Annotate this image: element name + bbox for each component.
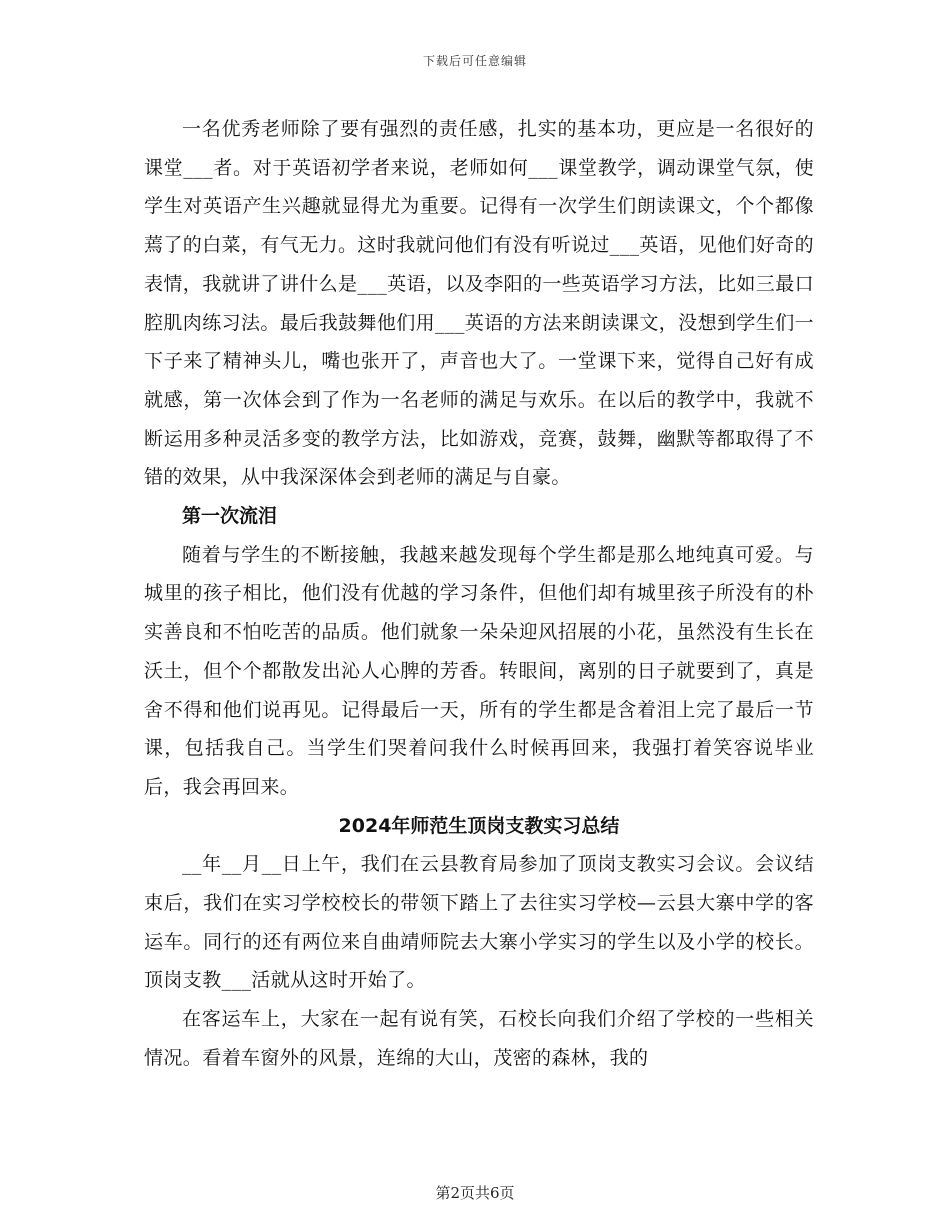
paragraph: 在客运车上，大家在一起有说有笑，石校长向我们介绍了学校的一些相关情况。看着车窗外的风景，连绵的大山，茂密的森林，我的 [144,1008,814,1069]
page-header: 下载后可任意编辑 [422,54,527,68]
page-number-footer: 第2页共6页 [435,1184,515,1202]
paragraph: 一名优秀老师除了要有强烈的责任感，扎实的基本功，更应是一名很好的课堂___者。对于英语初学者来说，老师如何___课堂教学，调动课堂气氛，使学生对英语产生兴趣就显得尤为重要。记得有一次学生们朗读课文，个个都像蔫了的白菜，有气无力。这时我就问他们有没有听说过___英语，见他们好奇的表情，我就讲了讲什么是___英语，以及李阳的一些英语学习方法，比如三最口腔肌肉练习法。最后我鼓舞他们用___英语的方法来朗读课文，没想到学生们一下子来了精神头儿，嘴也张开了，声音也大了。一堂课下来，觉得自己好有成就感，第一次体会到了作为一名老师的满足与欢乐。在以后的教学中，我就不断运用多种灵活多变的教学方法，比如游戏，竞赛，鼓舞，幽默等都取得了不错的效果，从中我深深体会到老师的满足与自豪。 [144,118,814,489]
document-body [144,110,814,1078]
section-subheading: 第一次流泪 [182,505,278,528]
paragraph: __年__月__日上午，我们在云县教育局参加了顶岗支教实习会议。会议结束后，我们在实习学校校长的带领下踏上了去往实习学校—云县大寨中学的客运车。同行的还有两位来自曲靖师院去大寨小学实习的学生以及小学的校长。顶岗支教___活就从这时开始了。 [144,853,814,992]
paragraph: 随着与学生的不断接触，我越来越发现每个学生都是那么地纯真可爱。与城里的孩子相比，他们没有优越的学习条件，但他们却有城里孩子所没有的朴实善良和不怕吃苦的品质。他们就象一朵朵迎风招展的小花，虽然没有生长在沃土，但个个都散发出沁人心脾的芳香。转眼间，离别的日子就要到了，真是舍不得和他们说再见。记得最后一天，所有的学生都是含着泪上完了最后一节课，包括我自己。当学生们哭着问我什么时候再回来，我强打着笑容说毕业后，我会再回来。 [144,543,814,798]
document-title: 2024年师范生顶岗支教实习总结 [338,814,620,837]
